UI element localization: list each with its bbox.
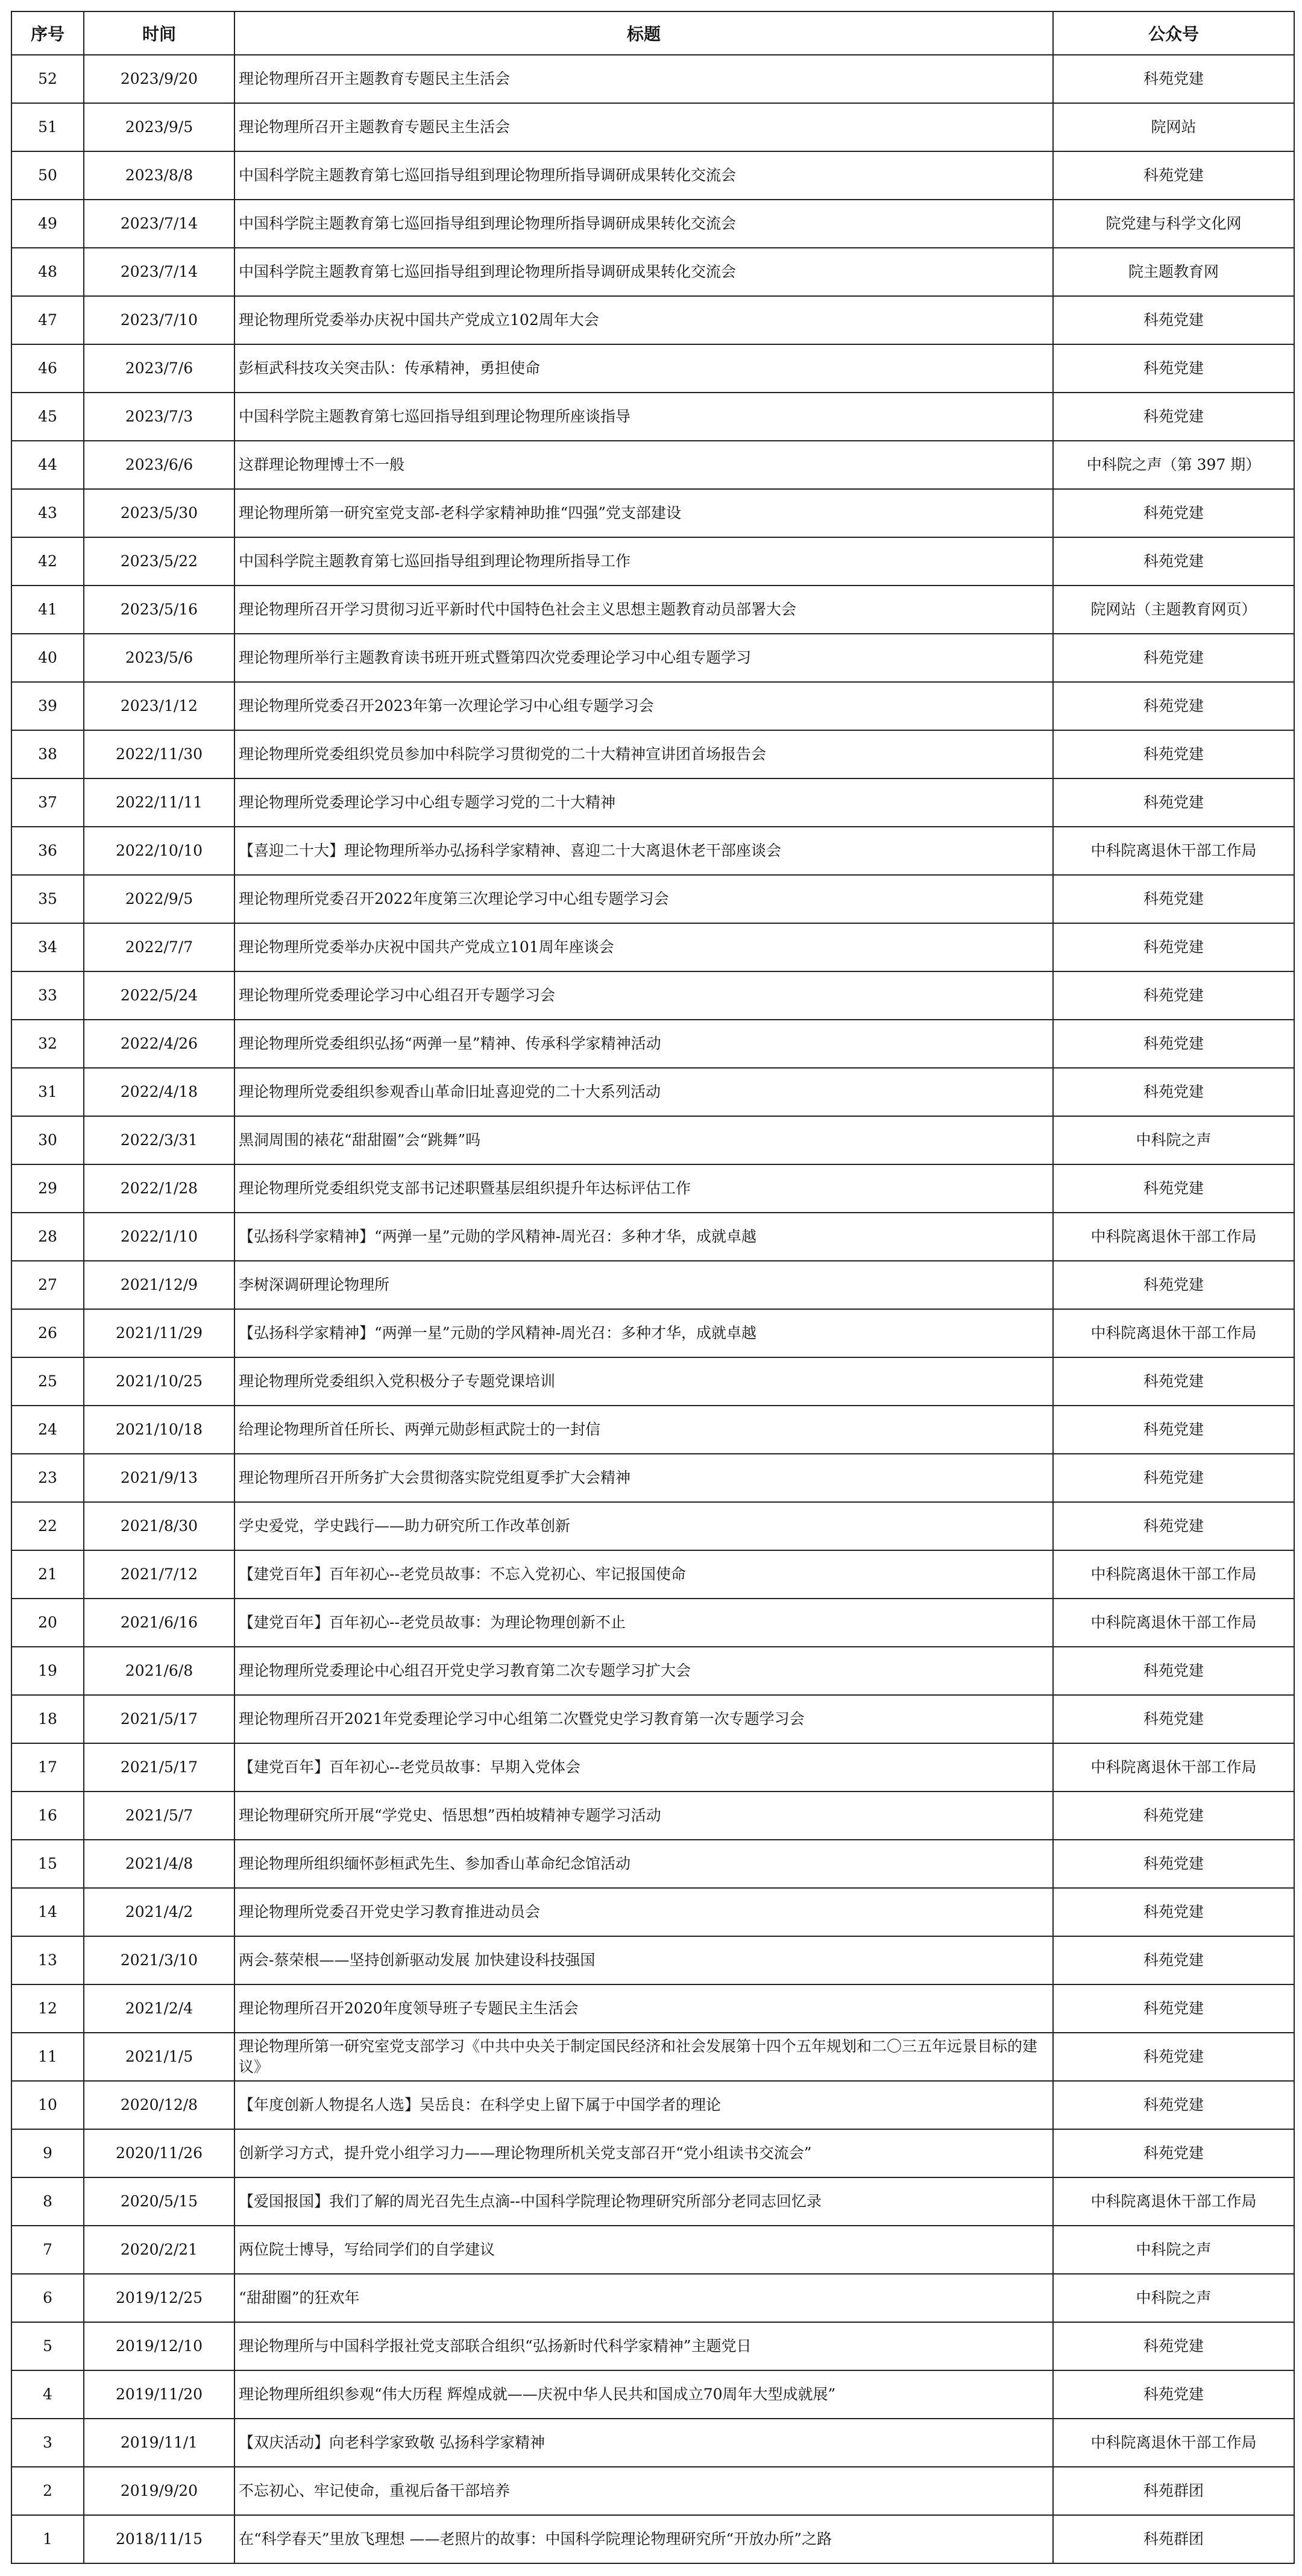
table-row — [11, 2081, 1294, 2129]
table-row — [11, 248, 1294, 296]
row-title: 黑洞周围的裱花“甜甜圈”会“跳舞”吗 — [234, 1116, 1053, 1164]
row-number: 45 — [11, 393, 84, 441]
table-row — [11, 1695, 1294, 1743]
row-source: 科苑党建 — [1053, 730, 1294, 778]
row-title: 理论物理所第一研究室党支部-老科学家精神助推“四强”党支部建设 — [234, 489, 1053, 537]
row-title: 理论物理所召开2020年度领导班子专题民主生活会 — [234, 1984, 1053, 2033]
row-title: 理论物理所党委理论中心组召开党史学习教育第二次专题学习扩大会 — [234, 1647, 1053, 1695]
table-row — [11, 2467, 1294, 2515]
row-number: 44 — [11, 441, 84, 489]
row-title: 理论物理所召开2021年党委理论学习中心组第二次暨党史学习教育第一次专题学习会 — [234, 1695, 1053, 1743]
table-row — [11, 1454, 1294, 1502]
row-number: 51 — [11, 103, 84, 151]
row-number: 27 — [11, 1261, 84, 1309]
row-date: 2019/11/20 — [84, 2370, 234, 2419]
row-number: 15 — [11, 1840, 84, 1888]
row-date: 2023/8/8 — [84, 151, 234, 200]
row-title: 理论物理所党委举办庆祝中国共产党成立102周年大会 — [234, 296, 1053, 344]
row-date: 2023/6/6 — [84, 441, 234, 489]
row-number: 17 — [11, 1743, 84, 1792]
row-number: 28 — [11, 1213, 84, 1261]
row-date: 2019/12/25 — [84, 2274, 234, 2322]
table-row — [11, 923, 1294, 971]
row-number: 50 — [11, 151, 84, 200]
row-date: 2021/10/18 — [84, 1406, 234, 1454]
row-number: 31 — [11, 1068, 84, 1116]
row-title: 理论物理研究所开展“学党史、悟思想”西柏坡精神专题学习活动 — [234, 1792, 1053, 1840]
table-row — [11, 1984, 1294, 2033]
row-title: 给理论物理所首任所长、两弹元勋彭桓武院士的一封信 — [234, 1406, 1053, 1454]
row-title: 理论物理所召开主题教育专题民主生活会 — [234, 103, 1053, 151]
row-title: 【喜迎二十大】理论物理所举办弘扬科学家精神、喜迎二十大离退休老干部座谈会 — [234, 827, 1053, 875]
row-date: 2023/7/3 — [84, 393, 234, 441]
row-source: 中科院离退休干部工作局 — [1053, 827, 1294, 875]
row-source: 科苑党建 — [1053, 923, 1294, 971]
table-row — [11, 1020, 1294, 1068]
row-title: 【建党百年】百年初心--老党员故事：早期入党体会 — [234, 1743, 1053, 1792]
row-number: 26 — [11, 1309, 84, 1357]
row-number: 36 — [11, 827, 84, 875]
row-date: 2022/9/5 — [84, 875, 234, 923]
table-row — [11, 393, 1294, 441]
row-source: 中科院之声 — [1053, 2274, 1294, 2322]
table-row — [11, 296, 1294, 344]
table-row — [11, 1840, 1294, 1888]
row-number: 49 — [11, 200, 84, 248]
row-date: 2020/2/21 — [84, 2226, 234, 2274]
row-date: 2023/7/14 — [84, 200, 234, 248]
row-title: 【爱国报国】我们了解的周光召先生点滴--中国科学院理论物理研究所部分老同志回忆录 — [234, 2177, 1053, 2226]
row-number: 5 — [11, 2322, 84, 2370]
row-date: 2023/1/12 — [84, 682, 234, 730]
table-row — [11, 103, 1294, 151]
row-source: 科苑党建 — [1053, 1454, 1294, 1502]
row-title: 【双庆活动】向老科学家致敬 弘扬科学家精神 — [234, 2419, 1053, 2467]
table-row — [11, 682, 1294, 730]
row-source: 科苑党建 — [1053, 2322, 1294, 2370]
row-title: 理论物理所党委举办庆祝中国共产党成立101周年座谈会 — [234, 923, 1053, 971]
row-title: 理论物理所组织缅怀彭桓武先生、参加香山革命纪念馆活动 — [234, 1840, 1053, 1888]
row-number: 29 — [11, 1164, 84, 1213]
row-title: 理论物理所第一研究室党支部学习《中共中央关于制定国民经济和社会发展第十四个五年规划和二〇三五年远景目标的建议》 — [234, 2033, 1053, 2081]
row-title: 理论物理所召开学习贯彻习近平新时代中国特色社会主义思想主题教育动员部署大会 — [234, 586, 1053, 634]
table-row — [11, 1164, 1294, 1213]
row-title: 理论物理所与中国科学报社党支部联合组织“弘扬新时代科学家精神”主题党日 — [234, 2322, 1053, 2370]
table-row — [11, 2274, 1294, 2322]
table-row — [11, 1213, 1294, 1261]
row-date: 2021/4/2 — [84, 1888, 234, 1936]
row-source: 科苑党建 — [1053, 537, 1294, 586]
row-number: 19 — [11, 1647, 84, 1695]
row-number: 46 — [11, 344, 84, 393]
row-date: 2023/7/10 — [84, 296, 234, 344]
table-row — [11, 1068, 1294, 1116]
row-number: 4 — [11, 2370, 84, 2419]
row-date: 2022/7/7 — [84, 923, 234, 971]
row-title: 彭桓武科技攻关突击队：传承精神，勇担使命 — [234, 344, 1053, 393]
row-date: 2021/5/17 — [84, 1695, 234, 1743]
row-number: 21 — [11, 1550, 84, 1599]
row-source: 科苑党建 — [1053, 1357, 1294, 1406]
row-title: 这群理论物理博士不一般 — [234, 441, 1053, 489]
table-row — [11, 1502, 1294, 1550]
row-date: 2021/5/7 — [84, 1792, 234, 1840]
row-title: 中国科学院主题教育第七巡回指导组到理论物理所指导调研成果转化交流会 — [234, 248, 1053, 296]
table-row — [11, 1550, 1294, 1599]
row-source: 科苑群团 — [1053, 2467, 1294, 2515]
row-source: 中科院离退休干部工作局 — [1053, 1213, 1294, 1261]
row-title: 理论物理所党委理论学习中心组召开专题学习会 — [234, 971, 1053, 1020]
row-number: 16 — [11, 1792, 84, 1840]
row-source: 科苑党建 — [1053, 1647, 1294, 1695]
row-number: 12 — [11, 1984, 84, 2033]
row-source: 科苑党建 — [1053, 1792, 1294, 1840]
row-title: 理论物理所组织参观“伟大历程 辉煌成就——庆祝中华人民共和国成立70周年大型成就展” — [234, 2370, 1053, 2419]
row-number: 37 — [11, 778, 84, 827]
row-date: 2021/4/8 — [84, 1840, 234, 1888]
row-source: 中科院之声 — [1053, 1116, 1294, 1164]
table-row — [11, 2515, 1294, 2563]
row-date: 2023/9/20 — [84, 55, 234, 103]
row-date: 2022/11/11 — [84, 778, 234, 827]
header-title: 标题 — [234, 11, 1053, 55]
row-source: 科苑群团 — [1053, 2515, 1294, 2563]
row-title: 在“科学春天”里放飞理想 ——老照片的故事：中国科学院理论物理研究所“开放办所”之路 — [234, 2515, 1053, 2563]
table-row — [11, 730, 1294, 778]
row-source: 科苑党建 — [1053, 2033, 1294, 2081]
table-row — [11, 537, 1294, 586]
table-row — [11, 1936, 1294, 1984]
row-date: 2023/7/6 — [84, 344, 234, 393]
row-title: 【弘扬科学家精神】“两弹一星”元勋的学风精神-周光召：多种才华，成就卓越 — [234, 1213, 1053, 1261]
table-row — [11, 1888, 1294, 1936]
row-source: 科苑党建 — [1053, 1406, 1294, 1454]
row-source: 中科院之声（第 397 期） — [1053, 441, 1294, 489]
row-date: 2021/2/4 — [84, 1984, 234, 2033]
row-source: 科苑党建 — [1053, 971, 1294, 1020]
row-date: 2022/10/10 — [84, 827, 234, 875]
row-source: 科苑党建 — [1053, 1936, 1294, 1984]
row-source: 科苑党建 — [1053, 55, 1294, 103]
table-row — [11, 1309, 1294, 1357]
row-source: 科苑党建 — [1053, 2081, 1294, 2129]
row-date: 2022/3/31 — [84, 1116, 234, 1164]
row-source: 中科院离退休干部工作局 — [1053, 1309, 1294, 1357]
row-source: 院网站（主题教育网页） — [1053, 586, 1294, 634]
table-row — [11, 441, 1294, 489]
row-title: 【建党百年】百年初心--老党员故事：为理论物理创新不止 — [234, 1599, 1053, 1647]
table-row — [11, 586, 1294, 634]
row-title: 两会-蔡荣根——坚持创新驱动发展 加快建设科技强国 — [234, 1936, 1053, 1984]
row-number: 24 — [11, 1406, 84, 1454]
row-number: 22 — [11, 1502, 84, 1550]
table-row — [11, 2226, 1294, 2274]
table-row — [11, 778, 1294, 827]
row-number: 20 — [11, 1599, 84, 1647]
row-title: 学史爱党，学史践行——助力研究所工作改革创新 — [234, 1502, 1053, 1550]
table-row — [11, 2370, 1294, 2419]
row-title: 理论物理所党委召开党史学习教育推进动员会 — [234, 1888, 1053, 1936]
table-row — [11, 1647, 1294, 1695]
row-source: 科苑党建 — [1053, 296, 1294, 344]
row-date: 2019/11/1 — [84, 2419, 234, 2467]
row-date: 2021/6/16 — [84, 1599, 234, 1647]
row-number: 2 — [11, 2467, 84, 2515]
row-title: 【建党百年】百年初心--老党员故事：不忘入党初心、牢记报国使命 — [234, 1550, 1053, 1599]
row-source: 科苑党建 — [1053, 1888, 1294, 1936]
row-date: 2023/5/22 — [84, 537, 234, 586]
row-source: 科苑党建 — [1053, 634, 1294, 682]
row-source: 科苑党建 — [1053, 682, 1294, 730]
row-date: 2023/5/16 — [84, 586, 234, 634]
row-number: 43 — [11, 489, 84, 537]
row-source: 中科院离退休干部工作局 — [1053, 1599, 1294, 1647]
row-number: 14 — [11, 1888, 84, 1936]
row-source: 中科院之声 — [1053, 2226, 1294, 2274]
row-date: 2022/1/28 — [84, 1164, 234, 1213]
table-body — [11, 55, 1294, 2563]
row-title: 中国科学院主题教育第七巡回指导组到理论物理所指导工作 — [234, 537, 1053, 586]
row-source: 科苑党建 — [1053, 1502, 1294, 1550]
articles-table — [11, 11, 1295, 2564]
row-date: 2018/11/15 — [84, 2515, 234, 2563]
row-number: 47 — [11, 296, 84, 344]
row-number: 25 — [11, 1357, 84, 1406]
header-source: 公众号 — [1053, 11, 1294, 55]
row-number: 13 — [11, 1936, 84, 1984]
row-source: 科苑党建 — [1053, 1261, 1294, 1309]
row-title: 理论物理所党委组织弘扬“两弹一星”精神、传承科学家精神活动 — [234, 1020, 1053, 1068]
table-row — [11, 2322, 1294, 2370]
row-title: 理论物理所党委组织参观香山革命旧址喜迎党的二十大系列活动 — [234, 1068, 1053, 1116]
row-date: 2023/5/30 — [84, 489, 234, 537]
table-row — [11, 971, 1294, 1020]
table-row — [11, 827, 1294, 875]
row-number: 40 — [11, 634, 84, 682]
table-row — [11, 875, 1294, 923]
row-date: 2021/9/13 — [84, 1454, 234, 1502]
row-date: 2022/11/30 — [84, 730, 234, 778]
row-number: 7 — [11, 2226, 84, 2274]
row-date: 2022/5/24 — [84, 971, 234, 1020]
row-date: 2022/4/18 — [84, 1068, 234, 1116]
row-title: 【弘扬科学家精神】“两弹一星”元勋的学风精神-周光召：多种才华，成就卓越 — [234, 1309, 1053, 1357]
row-number: 38 — [11, 730, 84, 778]
table-row — [11, 1116, 1294, 1164]
row-number: 18 — [11, 1695, 84, 1743]
row-source: 科苑党建 — [1053, 344, 1294, 393]
table-row — [11, 2419, 1294, 2467]
row-date: 2021/3/10 — [84, 1936, 234, 1984]
row-title: “甜甜圈”的狂欢年 — [234, 2274, 1053, 2322]
row-number: 34 — [11, 923, 84, 971]
row-source: 科苑党建 — [1053, 2129, 1294, 2177]
row-title: 理论物理所党委组织党员参加中科院学习贯彻党的二十大精神宣讲团首场报告会 — [234, 730, 1053, 778]
row-source: 科苑党建 — [1053, 1695, 1294, 1743]
row-title: 理论物理所举行主题教育读书班开班式暨第四次党委理论学习中心组专题学习 — [234, 634, 1053, 682]
table-row — [11, 1792, 1294, 1840]
row-title: 中国科学院主题教育第七巡回指导组到理论物理所座谈指导 — [234, 393, 1053, 441]
table-row — [11, 1261, 1294, 1309]
row-number: 39 — [11, 682, 84, 730]
row-source: 科苑党建 — [1053, 1164, 1294, 1213]
row-source: 科苑党建 — [1053, 875, 1294, 923]
row-title: 两位院士博导，写给同学们的自学建议 — [234, 2226, 1053, 2274]
row-title: 李树深调研理论物理所 — [234, 1261, 1053, 1309]
row-number: 8 — [11, 2177, 84, 2226]
row-date: 2021/12/9 — [84, 1261, 234, 1309]
row-number: 52 — [11, 55, 84, 103]
row-source: 科苑党建 — [1053, 2370, 1294, 2419]
row-number: 9 — [11, 2129, 84, 2177]
row-date: 2023/7/14 — [84, 248, 234, 296]
row-number: 48 — [11, 248, 84, 296]
row-date: 2019/12/10 — [84, 2322, 234, 2370]
header-row — [11, 11, 1294, 55]
row-title: 理论物理所召开所务扩大会贯彻落实院党组夏季扩大会精神 — [234, 1454, 1053, 1502]
row-title: 创新学习方式，提升党小组学习力——理论物理所机关党支部召开“党小组读书交流会” — [234, 2129, 1053, 2177]
row-source: 院网站 — [1053, 103, 1294, 151]
row-source: 科苑党建 — [1053, 1020, 1294, 1068]
table-row — [11, 344, 1294, 393]
row-title: 【年度创新人物提名人选】吴岳良：在科学史上留下属于中国学者的理论 — [234, 2081, 1053, 2129]
row-date: 2022/4/26 — [84, 1020, 234, 1068]
table-row — [11, 634, 1294, 682]
row-title: 理论物理所党委召开2023年第一次理论学习中心组专题学习会 — [234, 682, 1053, 730]
row-source: 中科院离退休干部工作局 — [1053, 2419, 1294, 2467]
row-number: 11 — [11, 2033, 84, 2081]
row-source: 科苑党建 — [1053, 151, 1294, 200]
table-row — [11, 489, 1294, 537]
row-number: 33 — [11, 971, 84, 1020]
row-date: 2021/11/29 — [84, 1309, 234, 1357]
row-date: 2020/12/8 — [84, 2081, 234, 2129]
row-source: 中科院离退休干部工作局 — [1053, 2177, 1294, 2226]
row-number: 6 — [11, 2274, 84, 2322]
table-row — [11, 1357, 1294, 1406]
row-number: 1 — [11, 2515, 84, 2563]
row-title: 不忘初心、牢记使命，重视后备干部培养 — [234, 2467, 1053, 2515]
row-number: 30 — [11, 1116, 84, 1164]
table-row — [11, 2129, 1294, 2177]
row-date: 2021/6/8 — [84, 1647, 234, 1695]
row-title: 理论物理所党委组织入党积极分子专题党课培训 — [234, 1357, 1053, 1406]
row-number: 42 — [11, 537, 84, 586]
row-date: 2023/9/5 — [84, 103, 234, 151]
row-date: 2020/11/26 — [84, 2129, 234, 2177]
row-title: 中国科学院主题教育第七巡回指导组到理论物理所指导调研成果转化交流会 — [234, 200, 1053, 248]
row-number: 3 — [11, 2419, 84, 2467]
row-number: 10 — [11, 2081, 84, 2129]
table-row — [11, 55, 1294, 103]
table-row — [11, 2033, 1294, 2081]
row-date: 2021/1/5 — [84, 2033, 234, 2081]
table-row — [11, 2177, 1294, 2226]
row-source: 科苑党建 — [1053, 1068, 1294, 1116]
row-date: 2021/10/25 — [84, 1357, 234, 1406]
row-date: 2021/8/30 — [84, 1502, 234, 1550]
table-row — [11, 1406, 1294, 1454]
table-row — [11, 1743, 1294, 1792]
row-title: 中国科学院主题教育第七巡回指导组到理论物理所指导调研成果转化交流会 — [234, 151, 1053, 200]
row-date: 2019/9/20 — [84, 2467, 234, 2515]
row-date: 2023/5/6 — [84, 634, 234, 682]
row-title: 理论物理所召开主题教育专题民主生活会 — [234, 55, 1053, 103]
row-source: 科苑党建 — [1053, 1984, 1294, 2033]
table-header — [11, 11, 1294, 55]
row-number: 35 — [11, 875, 84, 923]
row-date: 2020/5/15 — [84, 2177, 234, 2226]
row-number: 23 — [11, 1454, 84, 1502]
table-row — [11, 151, 1294, 200]
row-number: 32 — [11, 1020, 84, 1068]
row-title: 理论物理所党委召开2022年度第三次理论学习中心组专题学习会 — [234, 875, 1053, 923]
row-source: 中科院离退休干部工作局 — [1053, 1550, 1294, 1599]
header-date: 时间 — [84, 11, 234, 55]
row-date: 2022/1/10 — [84, 1213, 234, 1261]
row-source: 科苑党建 — [1053, 489, 1294, 537]
table-row — [11, 200, 1294, 248]
table-row — [11, 1599, 1294, 1647]
row-title: 理论物理所党委组织党支部书记述职暨基层组织提升年达标评估工作 — [234, 1164, 1053, 1213]
row-source: 院党建与科学文化网 — [1053, 200, 1294, 248]
row-date: 2021/5/17 — [84, 1743, 234, 1792]
row-number: 41 — [11, 586, 84, 634]
row-source: 科苑党建 — [1053, 778, 1294, 827]
row-title: 理论物理所党委理论学习中心组专题学习党的二十大精神 — [234, 778, 1053, 827]
row-source: 科苑党建 — [1053, 1840, 1294, 1888]
header-no: 序号 — [11, 11, 84, 55]
row-source: 科苑党建 — [1053, 393, 1294, 441]
row-source: 中科院离退休干部工作局 — [1053, 1743, 1294, 1792]
row-source: 院主题教育网 — [1053, 248, 1294, 296]
row-date: 2021/7/12 — [84, 1550, 234, 1599]
